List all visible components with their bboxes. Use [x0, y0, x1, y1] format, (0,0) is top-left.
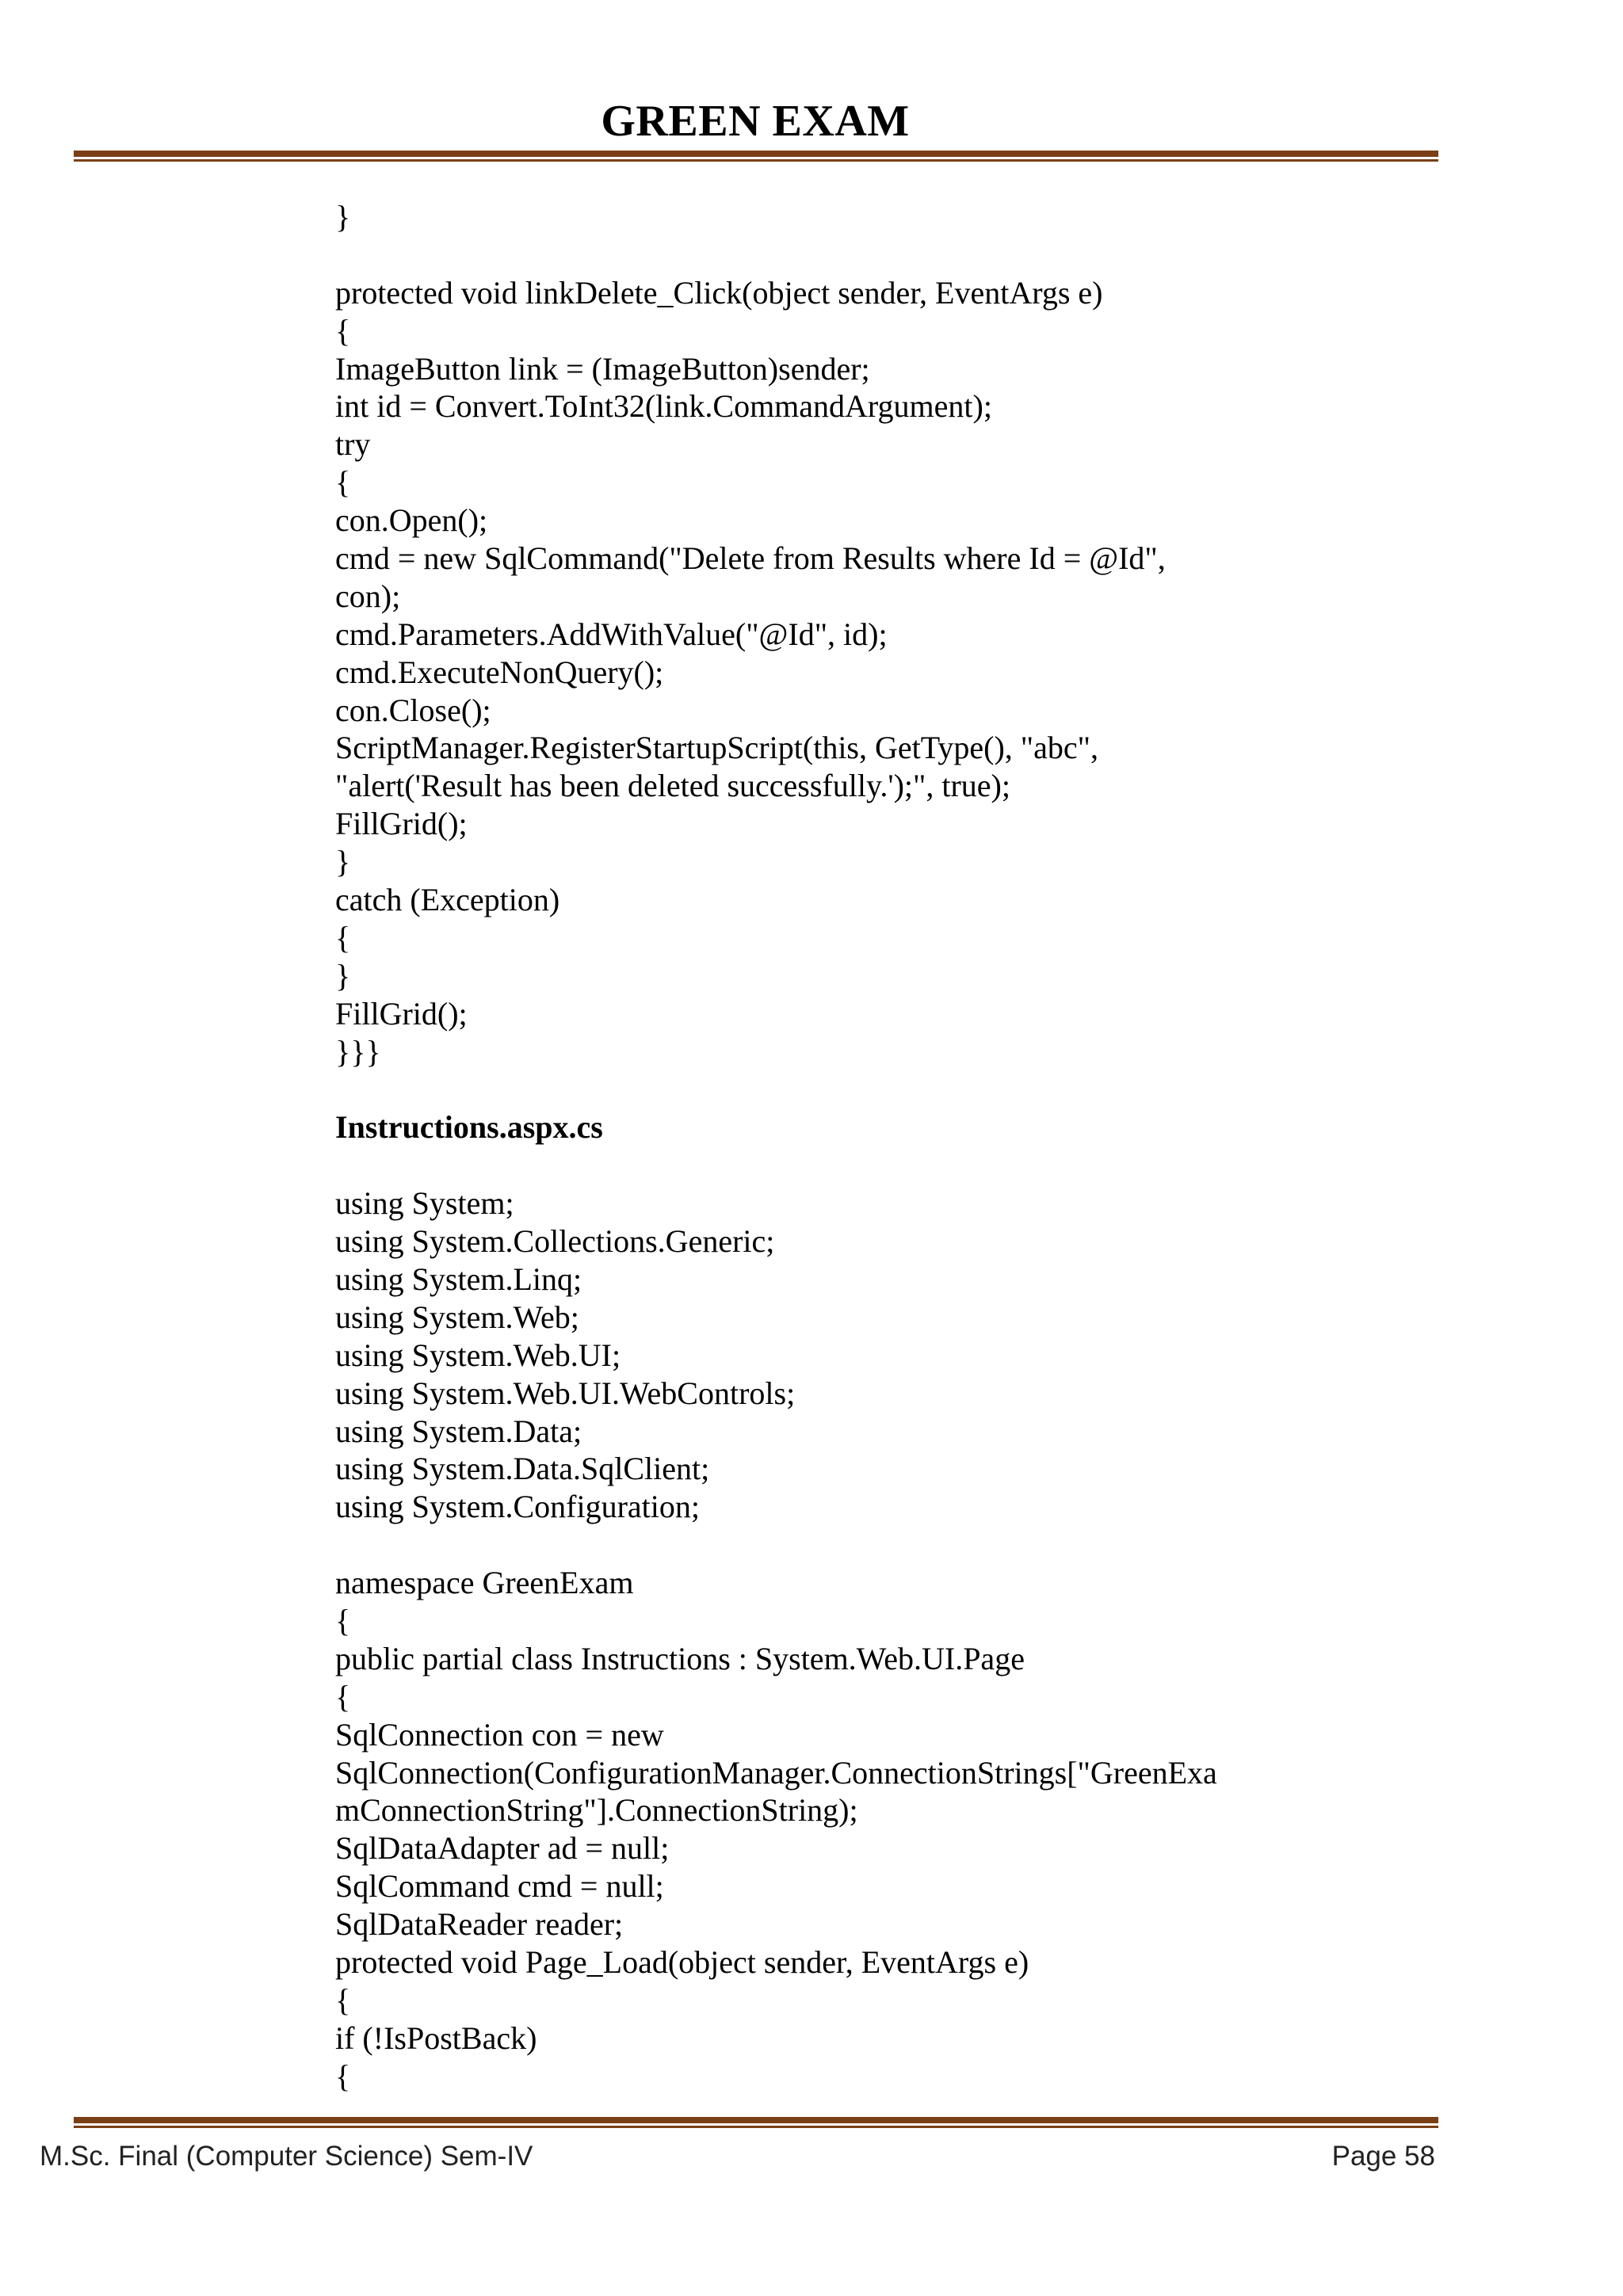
code-line: using System.Configuration; — [335, 1489, 700, 1525]
footer-course-label: M.Sc. Final (Computer Science) Sem-IV — [40, 2141, 533, 2172]
code-line: int id = Convert.ToInt32(link.CommandArgument); — [335, 388, 992, 425]
footer-rule-thin — [74, 2126, 1438, 2128]
code-line: using System.Collections.Generic; — [335, 1223, 775, 1260]
code-listing — [335, 198, 1445, 2096]
code-line: } — [335, 957, 351, 994]
code-line: using System.Data.SqlClient; — [335, 1451, 710, 1487]
code-line: FillGrid(); — [335, 806, 468, 842]
footer-rule-thick — [74, 2117, 1438, 2123]
section-heading: Instructions.aspx.cs — [335, 1109, 603, 1146]
code-line: { — [335, 1602, 351, 1638]
code-line: } — [335, 844, 351, 880]
footer-page-number: Page 58 — [1331, 2141, 1435, 2172]
code-line: using System.Web.UI.WebControls; — [335, 1375, 796, 1411]
code-line: SqlConnection(ConfigurationManager.ConnectionStrings["GreenExa — [335, 1754, 1217, 1791]
code-line — [335, 1146, 1445, 1184]
code-line: "alert('Result has been deleted successfully.');", true); — [335, 768, 1010, 804]
header-rule-thick — [74, 151, 1438, 157]
code-line: using System.Data; — [335, 1413, 582, 1449]
code-line: using System.Linq; — [335, 1261, 582, 1297]
code-line: using System.Web; — [335, 1299, 579, 1335]
code-line: protected void Page_Load(object sender, EventArgs e) — [335, 1943, 1029, 1980]
code-line: FillGrid(); — [335, 995, 468, 1032]
code-line: catch (Exception) — [335, 882, 560, 918]
code-line: { — [335, 2058, 351, 2094]
code-line: ImageButton link = (ImageButton)sender; — [335, 350, 870, 387]
code-line: { — [335, 1678, 351, 1714]
code-line — [335, 1070, 1445, 1108]
code-line: try — [335, 426, 371, 463]
code-line: SqlDataReader reader; — [335, 1906, 624, 1943]
code-line: namespace GreenExam — [335, 1565, 634, 1601]
code-line: SqlCommand cmd = null; — [335, 1868, 664, 1905]
code-line: SqlDataAdapter ad = null; — [335, 1830, 670, 1867]
code-line: using System; — [335, 1185, 514, 1222]
code-line: cmd.Parameters.AddWithValue("@Id", id); — [335, 616, 888, 652]
code-line: cmd.ExecuteNonQuery(); — [335, 654, 664, 690]
code-line — [335, 236, 1445, 274]
code-line: public partial class Instructions : System.Web.UI.Page — [335, 1640, 1025, 1676]
code-line: { — [335, 312, 351, 349]
code-line: SqlConnection con = new — [335, 1716, 664, 1753]
code-line: }}} — [335, 1033, 381, 1070]
code-line: ScriptManager.RegisterStartupScript(this, GetType(), "abc", — [335, 730, 1098, 766]
code-line: protected void linkDelete_Click(object sender, EventArgs e) — [335, 274, 1103, 311]
header-rule-thin — [74, 159, 1438, 162]
code-line: { — [335, 919, 351, 955]
code-line: mConnectionString"].ConnectionString); — [335, 1792, 858, 1829]
code-line: con); — [335, 578, 401, 614]
page-header-title: GREEN EXAM — [601, 97, 910, 146]
code-line: using System.Web.UI; — [335, 1337, 621, 1373]
code-line: { — [335, 1981, 351, 2018]
code-line: con.Close(); — [335, 692, 491, 728]
code-line: cmd = new SqlCommand("Delete from Results where Id = @Id", — [335, 540, 1166, 577]
code-line: { — [335, 464, 351, 501]
code-line: if (!IsPostBack) — [335, 2019, 537, 2056]
code-line — [335, 1526, 1445, 1564]
code-line: } — [335, 199, 351, 235]
code-line: con.Open(); — [335, 502, 488, 539]
